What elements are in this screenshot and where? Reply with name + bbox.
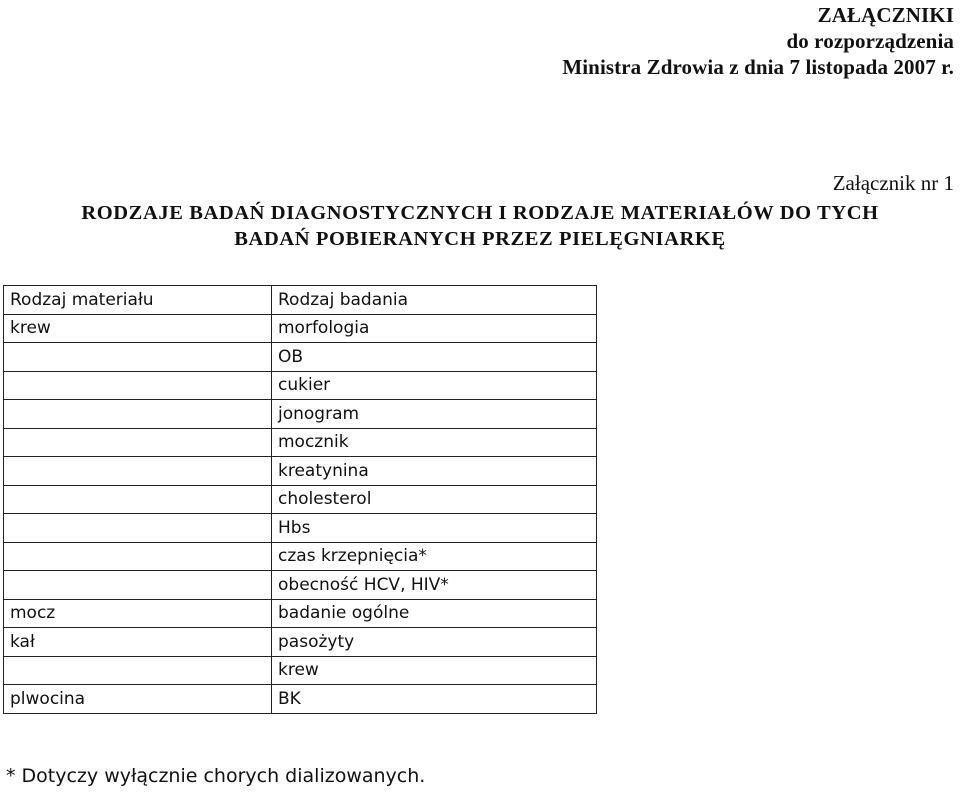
test-cell: morfologia [272,314,597,343]
material-cell [4,428,272,457]
header-material-type: Rodzaj materiału [4,286,272,315]
diagnostic-tests-table [3,285,597,714]
material-cell [4,457,272,486]
table-row [4,599,597,628]
header-test-type: Rodzaj badania [272,286,597,315]
test-cell: cukier [272,371,597,400]
table-row [4,400,597,429]
table-row [4,656,597,685]
material-cell [4,542,272,571]
material-cell [4,485,272,514]
table-row [4,314,597,343]
material-cell [4,400,272,429]
test-cell: OB [272,343,597,372]
material-cell [4,371,272,400]
table-row [4,542,597,571]
material-cell [4,514,272,543]
material-cell: mocz [4,599,272,628]
test-cell: Hbs [272,514,597,543]
material-cell: kał [4,628,272,657]
table-row [4,628,597,657]
material-cell: krew [4,314,272,343]
document-title-line-1: RODZAJE BADAŃ DIAGNOSTYCZNYCH I RODZAJE MATERIAŁÓW DO TYCH [81,202,879,224]
header-regulation-line: do rozporządzenia [786,29,954,53]
table-row [4,343,597,372]
material-cell: plwocina [4,685,272,714]
footnote-dialysis-patients: * Dotyczy wyłącznie chorych dializowanych. [6,765,426,787]
header-annexes-title: ZAŁĄCZNIKI [817,3,954,27]
table-row [4,457,597,486]
table-header-row [4,286,597,315]
regulation-header [562,2,954,80]
test-cell: kreatynina [272,457,597,486]
material-cell [4,656,272,685]
attachment-number: Załącznik nr 1 [832,171,954,195]
test-cell: cholesterol [272,485,597,514]
test-cell: mocznik [272,428,597,457]
test-cell: krew [272,656,597,685]
test-cell: BK [272,685,597,714]
table-row [4,428,597,457]
test-cell: czas krzepnięcia* [272,542,597,571]
material-cell [4,571,272,600]
document-title-line-2: BADAŃ POBIERANYCH PRZEZ PIELĘGNIARKĘ [234,228,726,250]
table-row [4,571,597,600]
table-row [4,514,597,543]
table-row [4,485,597,514]
test-cell: obecność HCV, HIV* [272,571,597,600]
table-row [4,685,597,714]
table-row [4,371,597,400]
material-cell [4,343,272,372]
test-cell: badanie ogólne [272,599,597,628]
document-title [0,200,960,252]
test-cell: jonogram [272,400,597,429]
header-minister-date-line: Ministra Zdrowia z dnia 7 listopada 2007 r. [562,55,954,79]
test-cell: pasożyty [272,628,597,657]
